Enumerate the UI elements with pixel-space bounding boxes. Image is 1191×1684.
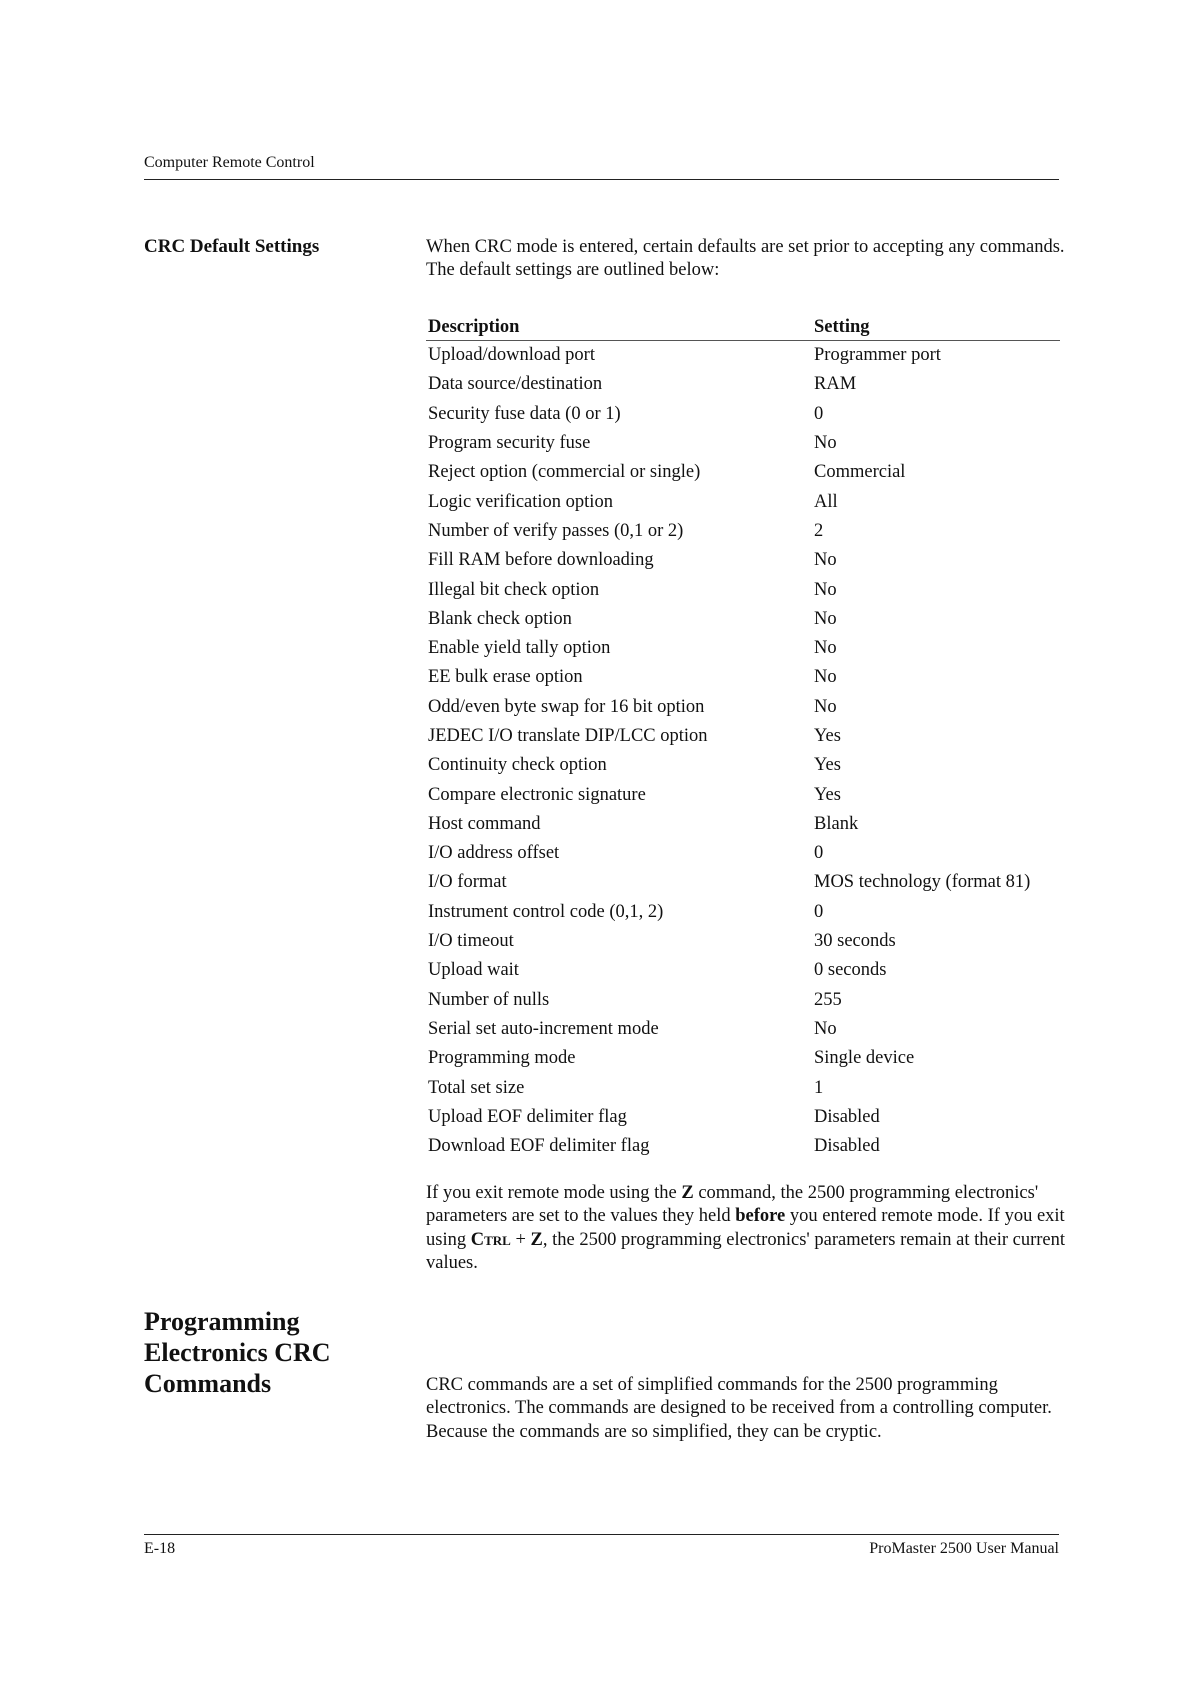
page-number: E-18 (144, 1540, 176, 1557)
table-row (426, 927, 1060, 956)
description-cell: JEDEC I/O translate DIP/LCC option (428, 726, 708, 746)
table-row (426, 868, 1060, 897)
key-z: Z (530, 1229, 543, 1250)
setting-cell: 0 (814, 843, 824, 864)
setting-cell: All (814, 491, 838, 512)
description-cell: Odd/even byte swap for 16 bit option (428, 696, 705, 717)
setting-cell: 0 (814, 901, 824, 922)
table-row (426, 722, 1060, 751)
table-row (426, 986, 1060, 1015)
description-cell: Upload/download port (428, 345, 595, 366)
table-row (426, 1132, 1060, 1161)
description-cell: Host command (428, 813, 541, 834)
setting-cell: 0 (814, 403, 824, 424)
description-cell: Instrument control code (0,1, 2) (428, 901, 664, 922)
description-cell: Serial set auto-increment mode (428, 1018, 659, 1039)
table-row (426, 400, 1060, 429)
setting-cell: No (814, 667, 837, 688)
table-row (426, 429, 1060, 458)
setting-cell: Yes (814, 755, 841, 776)
table-row (426, 341, 1060, 371)
intro-paragraph: When CRC mode is entered, certain defaults are set prior to accepting any commands. The default settings are outlined below: (426, 237, 1065, 280)
key-ctrl: Ctrl (470, 1229, 511, 1250)
table-row (426, 956, 1060, 985)
description-cell: Program security fuse (428, 433, 591, 454)
setting-cell: 1 (814, 1077, 824, 1098)
description-cell: I/O timeout (428, 931, 514, 952)
description-cell: Reject option (commercial or single) (428, 462, 701, 483)
footer-rule (144, 1534, 1059, 1535)
setting-cell: No (814, 696, 837, 717)
setting-cell: No (814, 638, 837, 659)
table-row (426, 810, 1060, 839)
setting-cell: RAM (814, 374, 857, 395)
description-cell: Logic verification option (428, 491, 613, 512)
table-row (426, 517, 1060, 546)
setting-cell: 255 (814, 989, 842, 1010)
manual-title: ProMaster 2500 User Manual (869, 1540, 1059, 1557)
description-cell: Total set size (428, 1077, 525, 1098)
description-cell: Number of verify passes (0,1 or 2) (428, 520, 684, 541)
table-row (426, 898, 1060, 927)
description-cell: I/O address offset (428, 843, 560, 864)
table-row (426, 370, 1060, 399)
setting-cell: No (814, 433, 837, 454)
table-row (426, 1103, 1060, 1132)
section-heading: CRC Default Settings (144, 236, 320, 257)
table-row (426, 1044, 1060, 1073)
text: you entered remote mode. If you exit using (426, 1206, 1065, 1250)
text: If you exit remote mode using the (426, 1183, 682, 1203)
commands-paragraph: CRC commands are a set of simplified commands for the 2500 programming electronics. The commands are designed to be received from a controlling computer. Because the commands are so simplified, they can be cryptic. (426, 1375, 1052, 1442)
description-cell: Upload wait (428, 960, 519, 981)
header-rule (144, 179, 1059, 180)
table-row (426, 575, 1060, 604)
table-row (426, 1073, 1060, 1102)
emphasis: before (735, 1206, 786, 1227)
setting-cell: No (814, 608, 837, 629)
section-heading-commands: Programming Electronics CRC Commands (144, 1307, 331, 1398)
text: , the 2500 programming electronics' parameters remain at their current values. (426, 1229, 1065, 1274)
table-row (426, 634, 1060, 663)
setting-cell: Commercial (814, 462, 906, 483)
text: + (510, 1229, 531, 1250)
description-cell: Upload EOF delimiter flag (428, 1106, 627, 1127)
key-z: Z (681, 1183, 694, 1203)
running-header: Computer Remote Control (144, 154, 315, 171)
setting-cell: No (814, 550, 837, 571)
table-row (426, 605, 1060, 634)
description-cell: I/O format (428, 872, 507, 893)
table-header-row (426, 310, 1060, 341)
setting-cell: Blank (814, 813, 859, 834)
setting-cell: Yes (814, 726, 841, 746)
setting-cell: No (814, 1018, 837, 1039)
description-cell: Security fuse data (0 or 1) (428, 403, 621, 424)
column-header-setting: Setting (812, 310, 1060, 341)
table-row (426, 693, 1060, 722)
table-row (426, 1015, 1060, 1044)
setting-cell: Single device (814, 1048, 915, 1069)
setting-cell: 30 seconds (814, 931, 896, 952)
description-cell: Programming mode (428, 1048, 576, 1069)
description-cell: Enable yield tally option (428, 638, 611, 659)
table-row (426, 751, 1060, 780)
setting-cell: 0 seconds (814, 960, 887, 981)
description-cell: Fill RAM before downloading (428, 550, 654, 571)
setting-cell: 2 (814, 520, 824, 541)
setting-cell: No (814, 579, 837, 600)
description-cell: Compare electronic signature (428, 784, 646, 805)
setting-cell: MOS technology (format 81) (814, 872, 1031, 893)
description-cell: Blank check option (428, 608, 572, 629)
description-cell: Number of nulls (428, 989, 550, 1010)
description-cell: Continuity check option (428, 755, 607, 776)
table-row (426, 487, 1060, 516)
default-settings-table (426, 310, 1060, 1161)
setting-cell: Disabled (814, 1106, 880, 1127)
table-row (426, 663, 1060, 692)
table-row (426, 546, 1060, 575)
description-cell: Illegal bit check option (428, 579, 600, 600)
exit-paragraph (426, 1182, 1066, 1276)
text: command, the 2500 programming electronics' parameters are set to the values they held (426, 1183, 1039, 1227)
table-row (426, 839, 1060, 868)
description-cell: Download EOF delimiter flag (428, 1136, 650, 1157)
column-header-description: Description (426, 310, 812, 341)
setting-cell: Programmer port (814, 345, 941, 366)
description-cell: Data source/destination (428, 374, 603, 395)
setting-cell: Disabled (814, 1136, 880, 1157)
table-row (426, 458, 1060, 487)
setting-cell: Yes (814, 784, 841, 805)
description-cell: EE bulk erase option (428, 667, 583, 688)
table-row (426, 780, 1060, 809)
